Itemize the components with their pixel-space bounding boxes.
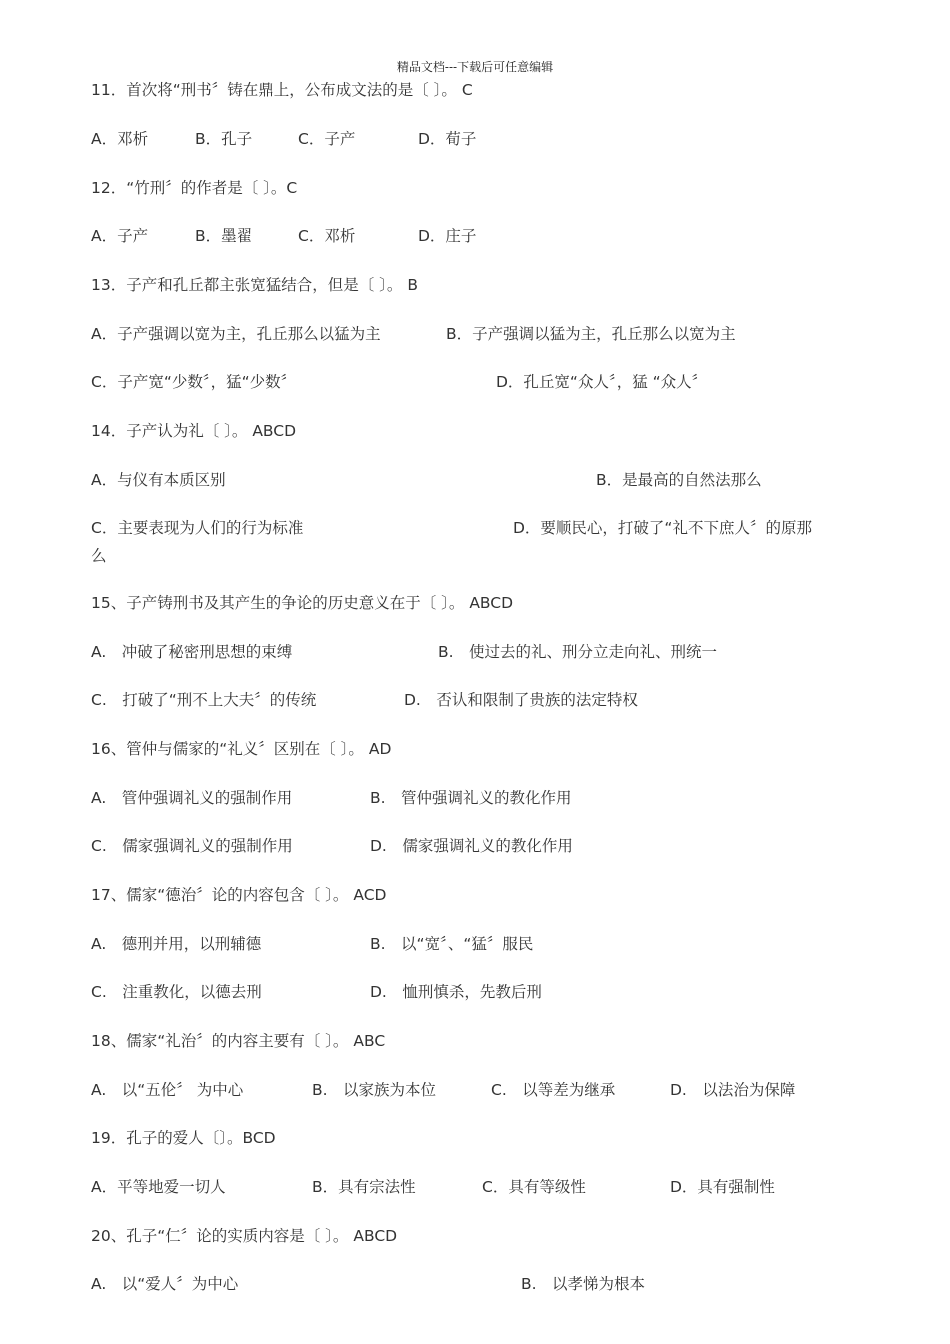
q15-option-b: B. 使过去的礼、刑分立走向礼、刑统一 <box>438 643 718 661</box>
q20-option-b: B. 以孝悌为根本 <box>521 1275 646 1293</box>
question-20: 20、孔子“仁〞论的实质内容是〔 〕。 ABCD <box>91 1227 398 1245</box>
q18-option-c: C. 以等差为继承 <box>491 1081 616 1099</box>
q11-option-c: C．子产 <box>298 130 356 148</box>
q13-option-d: D．孔丘宽“众人〞，猛 “众人〞 <box>496 373 708 391</box>
q20-option-a: A. 以“爱人〞为中心 <box>91 1275 239 1293</box>
q12-option-d: D．庄子 <box>418 227 477 245</box>
q16-option-b: B. 管仲强调礼义的教化作用 <box>370 789 572 807</box>
q16-option-c: C. 儒家强调礼义的强制作用 <box>91 837 293 855</box>
q16-option-d: D. 儒家强调礼义的教化作用 <box>370 837 573 855</box>
q14-option-b: B．是最高的自然法那么 <box>596 471 762 489</box>
page-header: 精品文档---下载后可任意编辑 <box>396 60 554 74</box>
q12-option-a: A．子产 <box>91 227 149 245</box>
q12-option-c: C．邓析 <box>298 227 356 245</box>
q11-option-d: D．荀子 <box>418 130 477 148</box>
question-13: 13．子产和孔丘都主张宽猛结合，但是〔 〕。 B <box>91 276 418 294</box>
q11-option-a: A．邓析 <box>91 130 149 148</box>
q14-option-d-continuation: 么 <box>91 547 107 565</box>
q14-option-a: A．与仪有本质区别 <box>91 471 226 489</box>
question-15: 15、子产铸刑书及其产生的争论的历史意义在于〔 〕。 ABCD <box>91 594 514 612</box>
question-16: 16、管仲与儒家的“礼义〞区别在〔 〕。 AD <box>91 740 392 758</box>
question-12: 12．“竹刑〞的作者是〔 〕。C <box>91 179 298 197</box>
q13-option-c: C．子产宽“少数〞，猛“少数〞 <box>91 373 297 391</box>
q14-option-d: D．要顺民心，打破了“礼不下庶人〞的原那 <box>513 519 812 537</box>
question-19: 19．孔子的爱人〔〕。BCD <box>91 1129 276 1147</box>
q19-option-b: B．具有宗法性 <box>312 1178 416 1196</box>
q16-option-a: A. 管仲强调礼义的强制作用 <box>91 789 293 807</box>
q19-option-c: C．具有等级性 <box>482 1178 586 1196</box>
q19-option-d: D．具有强制性 <box>670 1178 775 1196</box>
q17-option-d: D. 恤刑慎杀，先教后刑 <box>370 983 542 1001</box>
q12-option-b: B．墨翟 <box>195 227 253 245</box>
q11-option-b: B．孔子 <box>195 130 253 148</box>
q14-option-c: C．主要表现为人们的行为标准 <box>91 519 304 537</box>
question-18: 18、儒家“礼治〞的内容主要有〔 〕。 ABC <box>91 1032 386 1050</box>
q17-option-a: A. 德刑并用，以刑辅德 <box>91 935 262 953</box>
q15-option-d: D. 否认和限制了贵族的法定特权 <box>404 691 638 709</box>
question-14: 14．子产认为礼〔 〕。 ABCD <box>91 422 297 440</box>
q18-option-b: B. 以家族为本位 <box>312 1081 437 1099</box>
q18-option-d: D. 以法治为保障 <box>670 1081 796 1099</box>
question-11: 11．首次将“刑书〞铸在鼎上，公布成文法的是〔 〕。 C <box>91 81 473 99</box>
q13-option-b: B．子产强调以猛为主，孔丘那么以宽为主 <box>446 325 736 343</box>
q18-option-a: A. 以“五伦〞 为中心 <box>91 1081 244 1099</box>
q15-option-a: A. 冲破了秘密刑思想的束缚 <box>91 643 293 661</box>
q17-option-c: C. 注重教化，以德去刑 <box>91 983 262 1001</box>
q17-option-b: B. 以“宽〞、“猛〞服民 <box>370 935 534 953</box>
q19-option-a: A．平等地爱一切人 <box>91 1178 226 1196</box>
q15-option-c: C. 打破了“刑不上大夫〞的传统 <box>91 691 317 709</box>
question-17: 17、儒家“德治〞论的内容包含〔 〕。 ACD <box>91 886 387 904</box>
q13-option-a: A．子产强调以宽为主，孔丘那么以猛为主 <box>91 325 381 343</box>
